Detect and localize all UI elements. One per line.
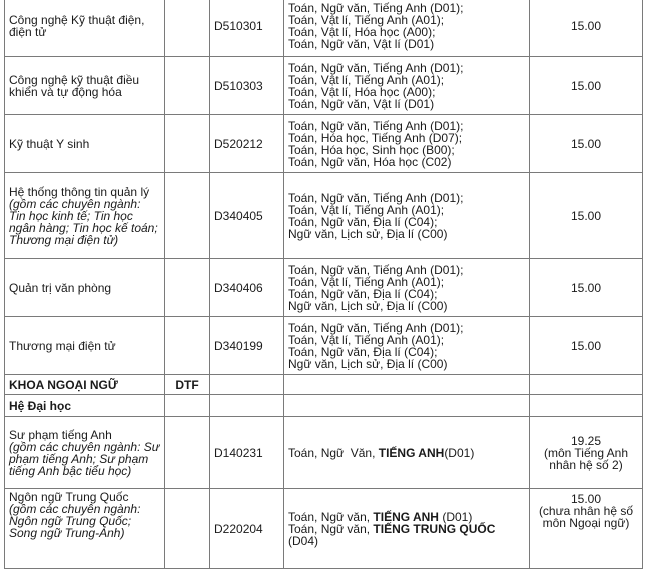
combo-line: Toán, Ngữ văn, Hóa học (C02)	[288, 154, 452, 169]
empty-cell	[165, 395, 210, 417]
combo-line: Toán, Ngữ văn, Địa lí (C04);	[288, 344, 438, 359]
empty-cell	[210, 395, 284, 417]
major-name: Sư phạm tiếng Anh	[9, 427, 112, 442]
combo-plain: Toán, Ngữ văn,	[288, 509, 374, 524]
major-name-cell	[5, 173, 165, 259]
subject-combos	[284, 317, 530, 375]
table-row	[5, 173, 643, 259]
combo-tail: (D01)	[444, 445, 475, 460]
major-name: Công nghệ Kỹ thuật điện, điện tử	[9, 12, 145, 39]
faculty-code: DTF	[165, 375, 210, 395]
level-label: Hệ Đại học	[5, 395, 165, 417]
major-code: D340199	[210, 317, 284, 375]
table-row	[5, 57, 643, 115]
major-name: Ngôn ngữ Trung Quốc	[9, 490, 129, 504]
table-row	[5, 259, 643, 317]
major-name-cell	[5, 317, 165, 375]
major-name-cell	[5, 115, 165, 173]
benchmark-score-cell	[530, 417, 643, 489]
combo-line: Toán, Vật lí, Hóa học (A00);	[288, 24, 436, 39]
table-row	[5, 115, 643, 173]
major-name: Công nghệ kỹ thuật điều khiển và tự động hóa	[9, 72, 140, 99]
combo-line: Toán, Ngữ văn, Tiếng Anh (D01);	[288, 0, 464, 15]
major-name: Quản trị văn phòng	[9, 280, 112, 295]
major-name-cell	[5, 417, 165, 489]
subject-combos	[284, 489, 530, 569]
empty-cell	[530, 375, 643, 395]
combo-line: Toán, Ngữ văn, Vật lí (D01)	[288, 96, 435, 111]
major-name: Hệ thống thông tin quản lý	[9, 184, 150, 199]
benchmark-score: 15.00	[530, 259, 643, 317]
combo-line: Toán, Ngữ văn, Tiếng Anh (D01);	[288, 118, 464, 133]
major-code: D510301	[210, 0, 284, 57]
combo-plain: Toán, Ngữ văn,	[288, 521, 374, 536]
faculty-name: KHOA NGOẠI NGỮ	[5, 375, 165, 395]
subject-combos	[284, 173, 530, 259]
combo-line: Toán, Hóa học, Tiếng Anh (D07);	[288, 130, 463, 145]
combo-line: Ngữ văn, Lịch sử, Địa lí (C00)	[288, 298, 448, 313]
empty-cell	[165, 173, 210, 259]
benchmark-score: 15.00	[530, 57, 643, 115]
combo-line: Toán, Hóa học, Sinh học (B00);	[288, 142, 455, 157]
combo-bold: TIẾNG ANH	[373, 509, 439, 524]
benchmark-score: 15.00	[530, 0, 643, 57]
table-row	[5, 317, 643, 375]
major-code: D140231	[210, 417, 284, 489]
combo-bold: TIẾNG TRUNG QUỐC	[373, 521, 496, 536]
combo-line: Toán, Ngữ văn, Tiếng Anh (D01);	[288, 320, 464, 335]
benchmark-score: 19.25	[570, 433, 602, 448]
major-code: D220204	[210, 489, 284, 569]
score-note: (chưa nhân hệ số môn Ngoại ngữ)	[538, 504, 634, 530]
major-name-cell	[5, 0, 165, 57]
combo-line: Toán, Vật lí, Hóa học (A00);	[288, 84, 436, 99]
level-row	[5, 395, 643, 417]
empty-cell	[284, 375, 530, 395]
subject-combos	[284, 417, 530, 489]
empty-cell	[165, 57, 210, 115]
combo-line: Toán, Ngữ văn, Vật lí (D01)	[288, 36, 435, 51]
major-name: Kỹ thuật Y sinh	[9, 136, 90, 151]
empty-cell	[165, 317, 210, 375]
combo-line: Toán, Ngữ văn, Tiếng Anh (D01);	[288, 190, 464, 205]
major-code: D340406	[210, 259, 284, 317]
table-row	[5, 489, 643, 569]
major-code: D520212	[210, 115, 284, 173]
table-row	[5, 0, 643, 57]
combo-line: Toán, Vật lí, Tiếng Anh (A01);	[288, 72, 445, 87]
empty-cell	[165, 259, 210, 317]
score-note: (môn Tiếng Anh nhân hệ số 2)	[543, 445, 629, 472]
benchmark-score-cell	[530, 489, 643, 569]
combo-line: Toán, Ngữ văn, Tiếng Anh (D01);	[288, 60, 464, 75]
subject-combos	[284, 0, 530, 57]
empty-cell	[165, 489, 210, 569]
empty-cell	[284, 395, 530, 417]
empty-cell	[530, 395, 643, 417]
table-row	[5, 417, 643, 489]
combo-line: Toán, Vật lí, Tiếng Anh (A01);	[288, 202, 445, 217]
combo-line: Toán, Vật lí, Tiếng Anh (A01);	[288, 12, 445, 27]
subject-combos	[284, 115, 530, 173]
benchmark-score: 15.00	[530, 173, 643, 259]
major-name-cell	[5, 489, 165, 569]
combo-line: Ngữ văn, Lịch sử, Địa lí (C00)	[288, 226, 448, 241]
combo-line: Toán, Ngữ văn, Địa lí (C04);	[288, 286, 438, 301]
combo-line: Toán, Vật lí, Tiếng Anh (A01);	[288, 332, 445, 347]
combo-line: Ngữ văn, Lịch sử, Địa lí (C00)	[288, 356, 448, 371]
empty-cell	[165, 0, 210, 57]
benchmark-score: 15.00	[530, 317, 643, 375]
major-note: (gồm các chuyên ngành: Tin học kinh tế; Tin học ngân hàng; Tin học kế toán; Thương mại điện tử)	[9, 196, 158, 247]
major-note: (gồm các chuyên ngành: Sư phạm tiếng Anh; Sư phạm tiếng Anh bậc tiểu học)	[9, 439, 160, 478]
major-code: D510303	[210, 57, 284, 115]
admission-table	[4, 0, 643, 569]
major-note: (gồm các chuyên ngành: Ngôn ngữ Trung Quốc; Song ngữ Trung-Anh)	[9, 502, 141, 540]
combo-line: Toán, Ngữ văn, Địa lí (C04);	[288, 214, 438, 229]
combo-line: Toán, Ngữ văn, Tiếng Anh (D01);	[288, 262, 464, 277]
major-code: D340405	[210, 173, 284, 259]
combo-tail: (D04)	[288, 533, 319, 548]
combo-line: Toán, Vật lí, Tiếng Anh (A01);	[288, 274, 445, 289]
major-name-cell	[5, 259, 165, 317]
subject-combos	[284, 259, 530, 317]
empty-cell	[165, 115, 210, 173]
faculty-row	[5, 375, 643, 395]
major-name-cell	[5, 57, 165, 115]
combo-tail: (D01)	[438, 509, 473, 524]
benchmark-score: 15.00	[570, 492, 602, 506]
combo-plain: Toán, Ngữ Văn,	[288, 445, 379, 460]
empty-cell	[165, 417, 210, 489]
benchmark-score: 15.00	[530, 115, 643, 173]
combo-bold: TIẾNG ANH	[378, 445, 445, 460]
empty-cell	[210, 375, 284, 395]
major-name: Thương mại điện tử	[9, 338, 116, 353]
subject-combos	[284, 57, 530, 115]
